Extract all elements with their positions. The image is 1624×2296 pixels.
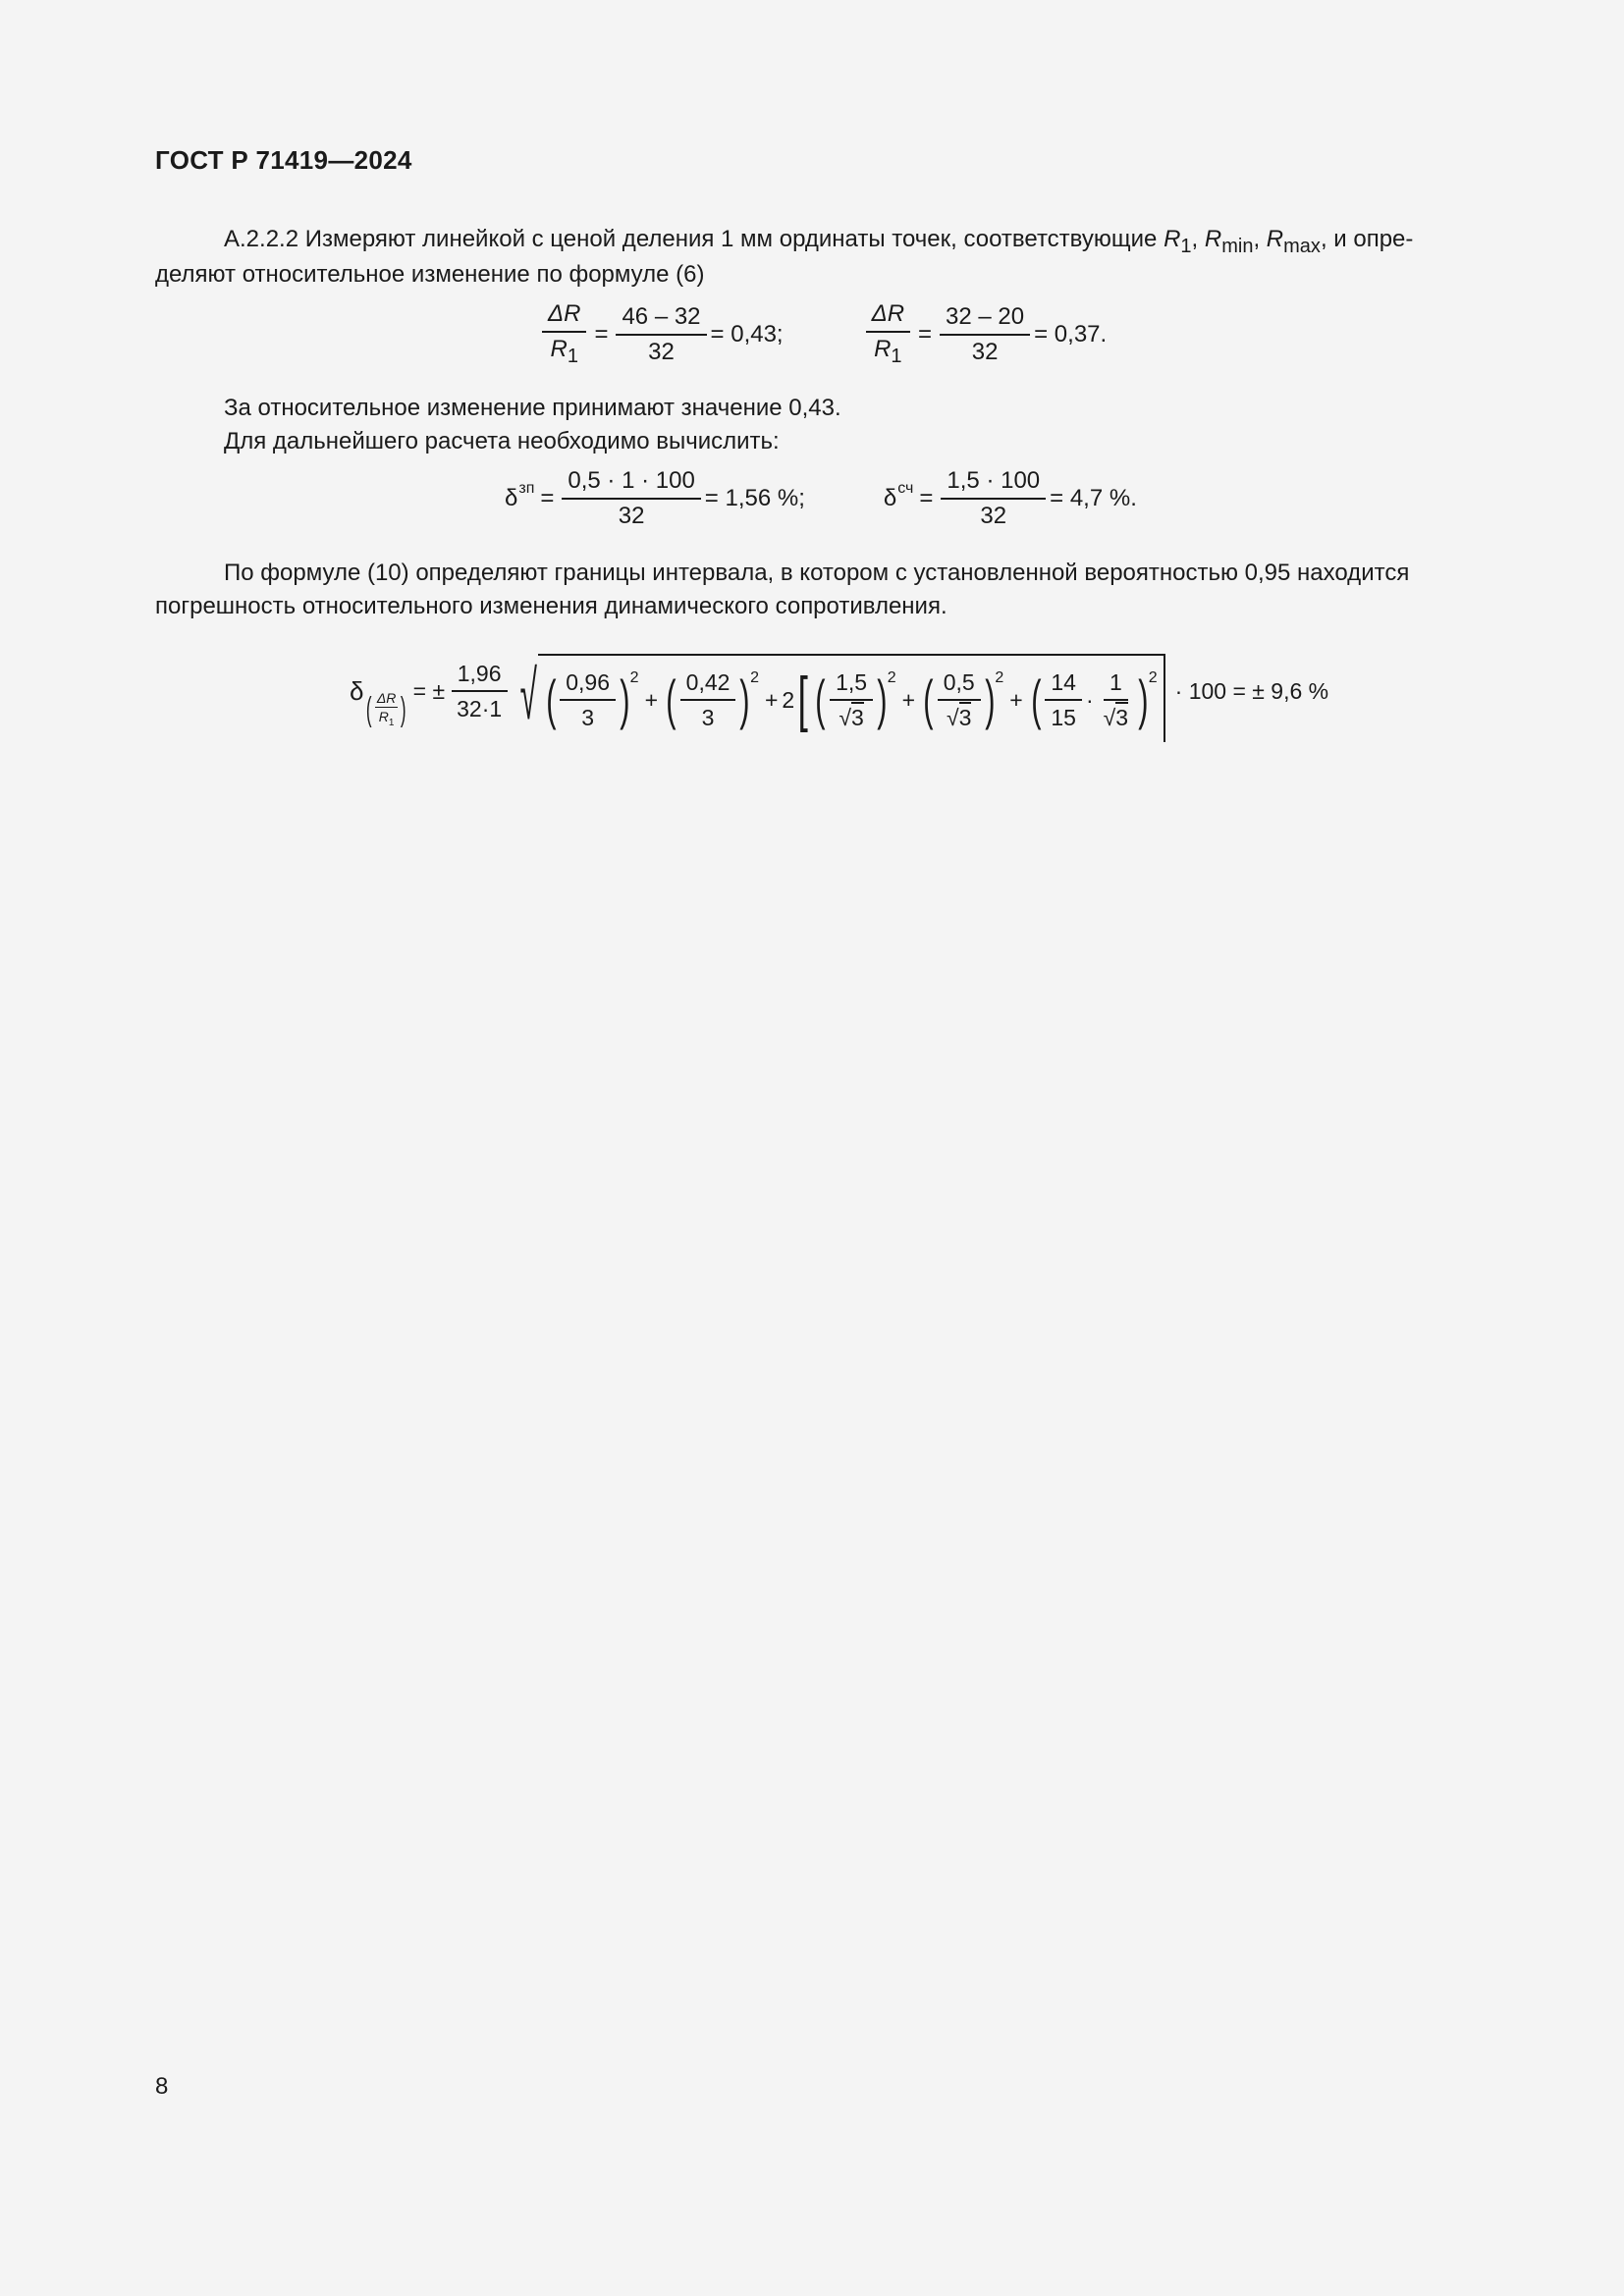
fraction-delta-r: $\frac{\Delta R}{R_1}$ [542, 300, 586, 370]
paragraph-need-calc: Для дальнейшего расчета необходимо вычислить: [224, 428, 780, 454]
equation-deltas: δ зп = $\frac{0,5 \cdot 1 \cdot 100}{32}$ = 1,56 %; δ сч = $\frac{1,5 \cdot 100}{32}$ = 4,7 %. [505, 467, 1137, 529]
document-header: ГОСТ Р 71419—2024 [155, 145, 412, 175]
sqrt-icon: √ [519, 657, 538, 733]
equation-relative-change: $\frac{\Delta R}{R_1}$ = $\frac{46 - 32}{32}$ = 0,43; $\frac{\Delta R}{R_1}$ = $\frac{32 - 20}{32}$ = 0,37. [538, 300, 1107, 370]
paragraph-accept-value: За относительное изменение принимают значение 0,43. [224, 395, 841, 421]
result-037: = 0,37. [1034, 321, 1108, 348]
sqrt-radicand: ( $\frac{0,96}{3}$ ) 2 + ( $\frac{0,42}{3}$ ) 2 + 2 [ ( $\frac{1,5}{√3}$ ) 2 + ( $\frac{0,5}{√3}$ ) 2 + ( $\frac{14}{15}$ · $\frac{1}{√3}$ ) 2 [538, 654, 1165, 742]
fraction-sch: $\frac{1,5 \cdot 100}{32}$ [941, 467, 1046, 530]
paragraph-a222-line2: деляют относительное изменение по формуле (6) [155, 261, 705, 288]
page-number: 8 [155, 2073, 169, 2100]
result-043: = 0,43; [710, 321, 784, 348]
paragraph-formula10: По формуле (10) определяют границы интервала, в котором с установленной вероятностью 0,95 находится [224, 560, 1410, 586]
result-47: = 4,7 %. [1050, 485, 1137, 511]
paragraph-formula10-line2: погрешность относительного изменения динамического сопротивления. [155, 593, 947, 619]
fraction-zp: $\frac{0,5 \cdot 1 \cdot 100}{32}$ [562, 467, 700, 530]
fraction-delta-r-2: $\frac{\Delta R}{R_1}$ [866, 300, 910, 370]
fraction-32-20: $\frac{32 - 20}{32}$ [940, 303, 1030, 366]
fraction-coefficient: $\frac{1,96}{32\cdot 1}$ [451, 660, 508, 722]
paragraph-a222: А.2.2.2 Измеряют линейкой с ценой деления 1 мм ординаты точек, соответствующие $R_1$, $R_{min}$, $R_{max}$, и опре- [224, 226, 1414, 257]
fraction-46-32: $\frac{46 - 32}{32}$ [616, 303, 706, 366]
equation-error-interval: δ ( $\frac{\Delta R}{R_1}$ ) = ± $\frac{1,96}{32\cdot 1}$ √ ( $\frac{0,96}{3}$ ) 2 + ( $\frac{0,42}{3}$ ) 2 + 2 [ ( $\frac{1,5}{√3}$ ) 2 + ( $\frac{0,5}{√3}$ ) 2 + ( $\frac{14}{15}$ · $\frac{1}{√3}$ ) 2 · 100 = ± 9,6 % [350, 640, 1328, 742]
delta-subscript: ( $\frac{\Delta R}{R_1}$ ) [366, 690, 406, 729]
result-96: · 100 = ± 9,6 % [1174, 677, 1329, 704]
result-156: = 1,56 %; [704, 485, 805, 511]
